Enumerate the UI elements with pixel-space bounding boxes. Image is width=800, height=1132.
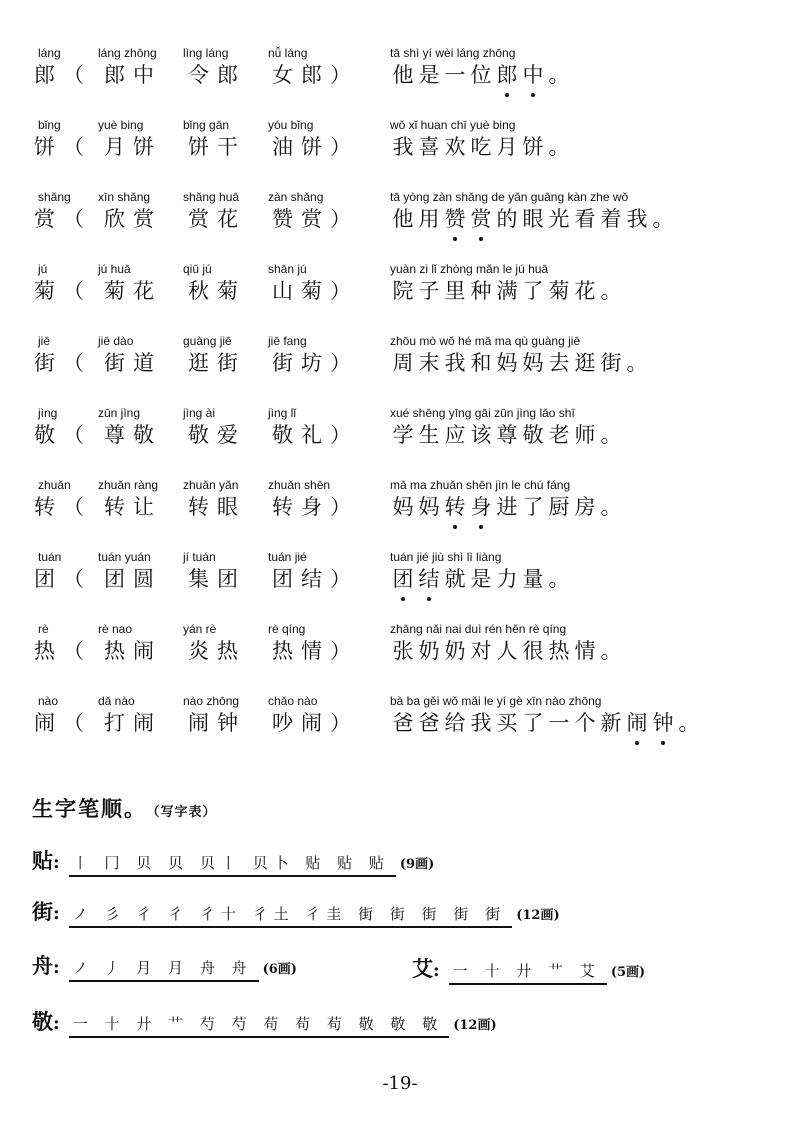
sentence-char: 用 [418,207,440,231]
sentence-pinyin: tuán jié jiù shì lì liàng [390,550,502,564]
word2: 赏花 [188,207,246,231]
vocab-row [0,694,800,754]
stroke-count: (6画) [262,962,297,977]
sentence-char: 学 [392,423,414,447]
word2: 逛街 [188,351,246,375]
word2: 炎热 [188,639,246,663]
example-sentence [390,206,676,232]
word1: 打闹 [104,711,162,735]
sentence-char: 张 [392,639,414,663]
word3: 敬礼 [272,423,330,447]
main-char: 闹 [34,711,63,735]
word-group [34,206,359,232]
word3-pinyin: zhuǎn shēn [268,478,331,492]
sentence-char: 师 [574,423,596,447]
stroke-sequence: 丨 冂 贝 贝 贝丨 贝卜 贴 贴 贴 [69,852,396,877]
char-pinyin: nào [38,694,59,708]
sentence-char: 位 [470,63,492,87]
example-sentence [390,710,702,736]
stroke-row-tie: 贴: 丨 冂 贝 贝 贝丨 贝卜 贴 贴 贴 (9画) [32,845,434,877]
close-paren: ） [330,711,359,735]
stroke-row-zhou: 舟: ノ 丿 月 月 舟 舟 (6画) [32,950,297,982]
sentence-char: 。 [652,207,674,231]
sentence-char: 身 [468,494,494,520]
sentence-char: 爸 [392,711,414,735]
char-pinyin: rè [38,622,49,636]
main-char: 郎 [34,63,63,87]
sentence-char: 吃 [470,135,492,159]
word1-pinyin: zhuǎn ràng [98,478,159,492]
vocab-row [0,46,800,106]
word2: 秋菊 [188,279,246,303]
main-char: 敬 [34,423,63,447]
sentence-char: 量 [522,567,544,591]
example-sentence [390,422,624,448]
sentence-char: 。 [548,135,570,159]
word1-pinyin: láng zhōng [98,46,157,60]
open-paren: （ [63,639,92,663]
sentence-char: 闹 [624,710,650,736]
word-group [34,134,359,160]
open-paren: （ [63,567,92,591]
example-sentence [390,494,624,520]
sentence-char: 。 [626,351,648,375]
sentence-char: 该 [470,423,492,447]
sentence-char: 钟 [650,710,676,736]
page-number: -19- [382,1073,418,1094]
sentence-char: 。 [678,711,700,735]
close-paren: ） [330,567,359,591]
word2-pinyin: guàng jiē [183,334,232,348]
close-paren: ） [330,495,359,519]
word3-pinyin: tuán jié [268,550,307,564]
word1-pinyin: xīn shǎng [98,190,151,204]
word1: 尊敬 [104,423,162,447]
word3-pinyin: yóu bǐng [268,118,314,132]
sentence-char: 生 [418,423,440,447]
sentence-char: 着 [600,207,622,231]
sentence-char: 给 [444,711,466,735]
sentence-char: 转 [442,494,468,520]
sentence-char: 饼 [522,135,544,159]
char-pinyin: tuán [38,550,62,564]
sentence-char: 周 [392,351,414,375]
close-paren: ） [330,207,359,231]
sentence-char: 进 [496,495,518,519]
stroke-sequence: ノ 丿 月 月 舟 舟 [69,957,259,982]
stroke-sequence: ノ 彡 彳 彳 彳十 彳土 彳圭 街 街 街 街 街 [69,903,512,928]
sentence-char: 逛 [574,351,596,375]
sentence-char: 力 [496,567,518,591]
char-pinyin: jiē [38,334,51,348]
word-group [34,566,359,592]
sentence-char: 奶 [444,639,466,663]
sentence-char: 热 [548,639,570,663]
example-sentence [390,134,572,160]
sentence-char: 尊 [496,423,518,447]
sentence-char: 。 [600,423,622,447]
open-paren: （ [63,351,92,375]
example-sentence [390,638,624,664]
word1: 菊花 [104,279,162,303]
sentence-char: 敬 [522,423,544,447]
sentence-pinyin: tā shì yí wèi láng zhōng [390,46,516,60]
close-paren: ） [330,351,359,375]
vocab-row [0,334,800,394]
main-char: 赏 [34,207,63,231]
sentence-char: 人 [496,639,518,663]
word3-pinyin: shān jú [268,262,307,276]
open-paren: （ [63,63,92,87]
word1-pinyin: yuè bing [98,118,144,132]
word1-pinyin: rè nao [98,622,133,636]
sentence-char: 眼 [522,207,544,231]
word-group [34,422,359,448]
sentence-pinyin: tā yòng zàn shǎng de yǎn guāng kàn zhe wǒ [390,190,629,204]
stroke-sequence: 一 十 廾 艹 芍 芍 苟 苟 苟 敬 敬 敬 [69,1013,449,1038]
close-paren: ） [330,63,359,87]
sentence-char: 一 [444,63,466,87]
word1-pinyin: jiē dào [98,334,134,348]
stroke-char: 贴 [32,849,53,873]
open-paren: （ [63,495,92,519]
word3-pinyin: jìng lǐ [268,406,297,420]
sentence-char: 郎 [494,62,520,88]
sentence-char: 妈 [418,495,440,519]
close-paren: ） [330,279,359,303]
char-pinyin: bǐng [38,118,61,132]
word-group [34,494,359,520]
open-paren: （ [63,279,92,303]
stroke-row-ai: 艾: 一 十 廾 艹 艾 (5画) [412,953,645,985]
sentence-char: 。 [600,279,622,303]
main-char: 热 [34,639,63,663]
sentence-char: 团 [390,566,416,592]
sentence-char: 他 [392,207,414,231]
main-char: 饼 [34,135,63,159]
sentence-pinyin: zhāng nǎi nai duì rén hěn rè qíng [390,622,567,636]
sentence-char: 妈 [392,495,414,519]
word2-pinyin: jí tuán [183,550,216,564]
example-sentence [390,62,572,88]
sentence-char: 厨 [548,495,570,519]
word3: 山菊 [272,279,330,303]
sentence-char: 房 [574,495,596,519]
sentence-char: 了 [522,495,544,519]
stroke-char: 街 [32,900,53,924]
vocab-row [0,478,800,538]
sentence-char: 看 [574,207,596,231]
word1-pinyin: zūn jìng [98,406,141,420]
sentence-char: 妈 [522,351,544,375]
stroke-section-heading: 生字笔顺。 [32,797,147,821]
stroke-count: (5画) [610,965,646,980]
word2: 闹钟 [188,711,246,735]
sentence-pinyin: wǒ xǐ huan chī yuè bing [390,118,516,132]
char-pinyin: jìng [38,406,58,420]
sentence-char: 末 [418,351,440,375]
word1: 郎中 [104,63,162,87]
word3: 油饼 [272,135,330,159]
sentence-char: 菊 [548,279,570,303]
sentence-char: 妈 [496,351,518,375]
sentence-pinyin: yuàn zi lǐ zhòng mǎn le jú huā [390,262,549,276]
sentence-char: 欢 [444,135,466,159]
word3-pinyin: chǎo nào [268,694,318,708]
word3: 转身 [272,495,330,519]
char-pinyin: shǎng [38,190,71,204]
word2: 饼干 [188,135,246,159]
sentence-char: 的 [496,207,518,231]
sentence-pinyin: xué shēng yīng gāi zūn jìng lǎo shī [390,406,575,420]
word1-pinyin: tuán yuán [98,550,151,564]
close-paren: ） [330,639,359,663]
sentence-char: 爸 [418,711,440,735]
sentence-char: 个 [574,711,596,735]
sentence-char: 。 [600,639,622,663]
sentence-char: 。 [548,567,570,591]
word-group [34,350,359,376]
word2: 转眼 [188,495,246,519]
main-char: 转 [34,495,63,519]
stroke-section-subtitle: （写字表） [153,805,217,820]
word3: 街坊 [272,351,330,375]
char-pinyin: zhuǎn [38,478,71,492]
char-pinyin: jú [38,262,48,276]
word2-pinyin: yán rè [183,622,217,636]
word3-pinyin: nǚ láng [268,46,308,60]
word1: 团圆 [104,567,162,591]
word1: 转让 [104,495,162,519]
sentence-char: 。 [600,495,622,519]
sentence-char: 子 [418,279,440,303]
open-paren: （ [63,207,92,231]
sentence-char: 老 [548,423,570,447]
sentence-pinyin: mā ma zhuǎn shēn jìn le chú fáng [390,478,571,492]
sentence-char: 我 [392,135,414,159]
word3: 吵闹 [272,711,330,735]
main-char: 菊 [34,279,63,303]
close-paren: ） [330,135,359,159]
sentence-char: 对 [470,639,492,663]
close-paren: ） [330,423,359,447]
sentence-char: 光 [548,207,570,231]
word1: 月饼 [104,135,162,159]
sentence-char: 赏 [468,206,494,232]
sentence-char: 种 [470,279,492,303]
sentence-char: 奶 [418,639,440,663]
word-group [34,62,359,88]
word2-pinyin: nào zhōng [183,694,240,708]
vocab-row [0,118,800,178]
word1-pinyin: dǎ nào [98,694,135,708]
open-paren: （ [63,711,92,735]
word3: 女郎 [272,63,330,87]
sentence-char: 。 [548,63,570,87]
word2: 敬爱 [188,423,246,447]
sentence-char: 我 [626,207,648,231]
sentence-char: 了 [522,711,544,735]
sentence-char: 花 [574,279,596,303]
vocab-row [0,622,800,682]
sentence-char: 就 [444,567,466,591]
sentence-char: 赞 [442,206,468,232]
vocab-row [0,550,800,610]
word2: 令郎 [188,63,246,87]
word-group [34,638,359,664]
stroke-count: (12画) [516,908,560,923]
word3: 热情 [272,639,330,663]
example-sentence [390,350,650,376]
sentence-char: 月 [496,135,518,159]
char-pinyin: láng [38,46,61,60]
sentence-char: 里 [444,279,466,303]
stroke-sequence: 一 十 廾 艹 艾 [449,960,607,985]
word1: 街道 [104,351,162,375]
word3: 团结 [272,567,330,591]
word2-pinyin: qiū jú [183,262,212,276]
word1: 热闹 [104,639,162,663]
word2-pinyin: lìng láng [183,46,229,60]
word-group [34,278,359,304]
word2-pinyin: jìng ài [183,406,216,420]
sentence-char: 买 [496,711,518,735]
vocab-row [0,190,800,250]
sentence-char: 情 [574,639,596,663]
word3-pinyin: jiē fang [268,334,307,348]
stroke-char: 艾 [412,957,433,981]
word2: 集团 [188,567,246,591]
sentence-char: 应 [444,423,466,447]
word-group [34,710,359,736]
vocab-row [0,406,800,466]
sentence-pinyin: zhōu mò wǒ hé mā ma qù guàng jiē [390,334,581,348]
sentence-char: 一 [548,711,570,735]
word3-pinyin: zàn shǎng [268,190,324,204]
stroke-char: 舟 [32,954,53,978]
sentence-pinyin: bà ba gěi wǒ mǎi le yí gè xīn nào zhōng [390,694,602,708]
stroke-count: (12画) [453,1018,497,1033]
example-sentence [390,566,572,592]
stroke-row-jing: 敬: 一 十 廾 艹 芍 芍 苟 苟 苟 敬 敬 敬 (12画) [32,1006,497,1038]
sentence-char: 是 [418,63,440,87]
sentence-char: 和 [470,351,492,375]
word3-pinyin: rè qíng [268,622,306,636]
sentence-char: 我 [444,351,466,375]
word1-pinyin: jú huā [98,262,131,276]
sentence-char: 满 [496,279,518,303]
open-paren: （ [63,423,92,447]
sentence-char: 是 [470,567,492,591]
open-paren: （ [63,135,92,159]
sentence-char: 他 [392,63,414,87]
sentence-char: 喜 [418,135,440,159]
stroke-char: 敬 [32,1010,53,1034]
word2-pinyin: bǐng gān [183,118,230,132]
stroke-count: (9画) [399,857,435,872]
word2-pinyin: shǎng huā [183,190,240,204]
sentence-char: 我 [470,711,492,735]
word2-pinyin: zhuǎn yǎn [183,478,239,492]
stroke-section-title [32,793,217,823]
word3: 赞赏 [272,207,330,231]
sentence-char: 院 [392,279,414,303]
main-char: 团 [34,567,63,591]
sentence-char: 去 [548,351,570,375]
sentence-char: 了 [522,279,544,303]
word1: 欣赏 [104,207,162,231]
sentence-char: 街 [600,351,622,375]
vocab-row [0,262,800,322]
sentence-char: 中 [520,62,546,88]
sentence-char: 结 [416,566,442,592]
sentence-char: 很 [522,639,544,663]
sentence-char: 新 [600,711,622,735]
example-sentence [390,278,624,304]
main-char: 街 [34,351,63,375]
stroke-row-jie: 街: ノ 彡 彳 彳 彳十 彳土 彳圭 街 街 街 街 街 (12画) [32,896,560,928]
